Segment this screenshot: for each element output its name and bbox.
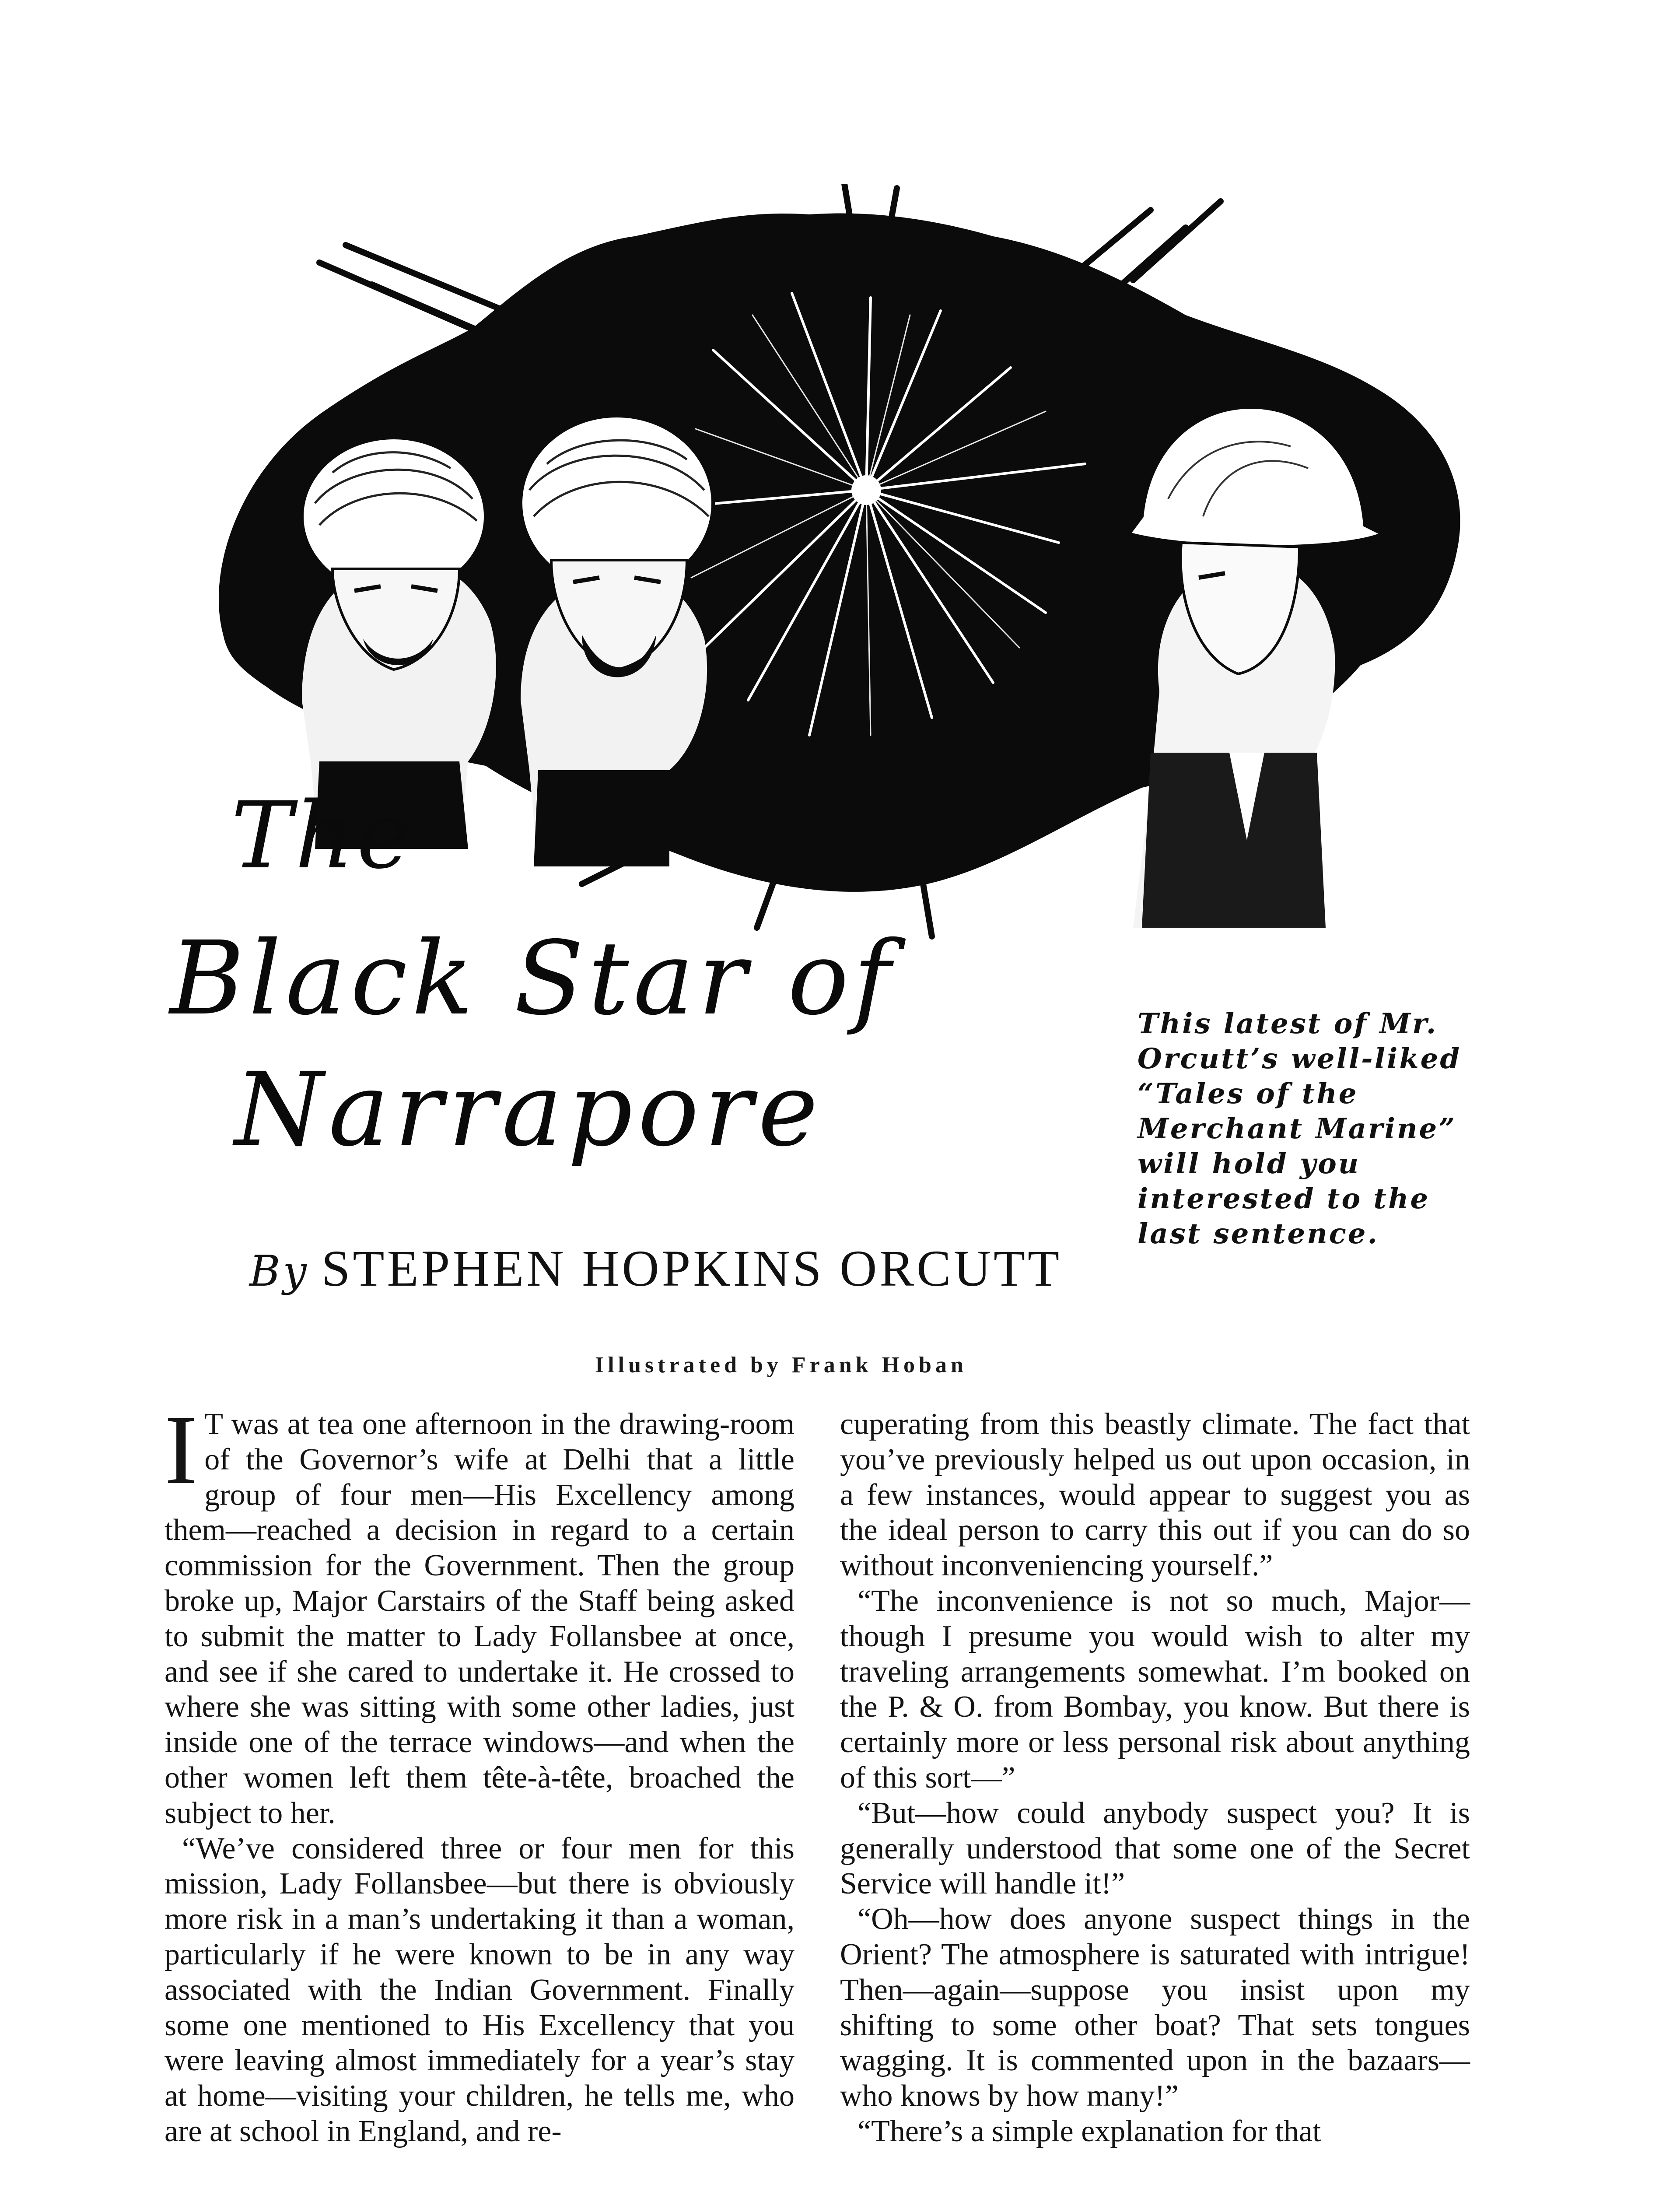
- byline: [249, 1240, 1062, 1297]
- body-paragraph: cuperating from this beastly climate. The fact that you’ve previously helped us out upon occasion, in a few instances, would appear to suggest you as the ideal person to carry this out if you can do so without inconveniencing yourself.”: [840, 1407, 1470, 1583]
- article-title-line-2: Black Star of: [170, 919, 895, 1038]
- body-paragraph: “We’ve considered three or four men for this mission, Lady Follansbee—but there is obviously more risk in a man’s undertaking it than a woman, particularly if he were known to be in any way associated with the Indian Government. Finally some one mentioned to His Excellency that you were leaving almost immediately for a year’s stay at home—visiting your children, he tells me, who are at school in England, and re-: [164, 1831, 794, 2148]
- body-paragraph: “But—how could anybody suspect you? It is generally understood that some one of the Secret Service will handle it!”: [840, 1796, 1470, 1901]
- body-paragraph: “Oh—how does anyone suspect things in the Orient? The atmosphere is saturated with intrigue! Then—again—suppose you insist upon my shifting to some other boat? That sets tongues wagging. It is commented upon in the bazaars—who knows by how many!”: [840, 1902, 1470, 2113]
- body-column-right: [840, 1407, 1470, 2149]
- body-paragraph: [164, 1395, 794, 1831]
- paragraph-text: T was at tea one afternoon in the drawing-room of the Governor’s wife at Delhi that a little group of four men—His Excellency among them—reached a decision in regard to a certain commission for the Government. Then the group broke up, Major Carstairs of the Staff being asked to submit the matter to Lady Follansbee at once, and see if she cared to undertake it. He crossed to where she was sitting with some other ladies, just inside one of the terrace windows—and when the other women left them tête-à-tête, broached the subject to her.: [164, 1407, 794, 1830]
- illustrator-credit: Illustrated by Frank Hoban: [595, 1353, 967, 1378]
- byline-prefix: By: [249, 1247, 309, 1296]
- body-column-left: [164, 1395, 794, 2149]
- article-title-line-1: The: [231, 782, 414, 889]
- article-blurb: This latest of Mr. Orcutt’s well-liked “Tales of the Merchant Marine” will hold you interested to the last sentence.: [1138, 1007, 1462, 1250]
- body-paragraph: “There’s a simple explanation for that: [858, 2114, 1321, 2148]
- body-paragraph: “The inconvenience is not so much, Major—though I presume you would wish to alter my traveling arrangements somewhat. I’m booked on the P. & O. from Bombay, you know. But there is certainly more or less personal risk about anything of this sort—”: [840, 1584, 1470, 1795]
- article-title-line-3: Narrapore: [234, 1051, 823, 1169]
- author-name: STEPHEN HOPKINS ORCUTT: [321, 1240, 1062, 1297]
- drop-cap: I: [164, 1395, 198, 1504]
